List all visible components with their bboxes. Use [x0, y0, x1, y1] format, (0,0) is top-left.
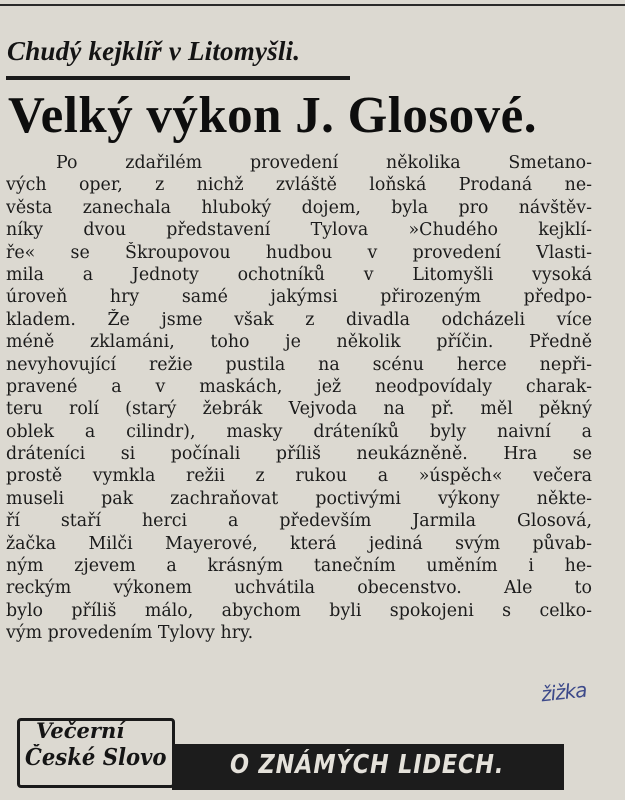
body-line: méně zklamáni, toho je několik příčin. Předně: [6, 332, 592, 353]
body-line: dráteníci si počínali příliš neukázněně. Hra se: [6, 444, 592, 465]
article-headline: Velký výkon J. Glosové.: [8, 87, 537, 144]
body-line: vých oper, z nichž zvláště loňská Prodaná ne-: [6, 175, 592, 196]
kicker-underline: [6, 76, 350, 80]
logo-line-2: České Slovo: [25, 744, 167, 771]
article-kicker: Chudý kejklíř v Litomyšli.: [7, 36, 301, 66]
body-line: reckým výkonem uchvátila obecenstvo. Ale to: [6, 578, 592, 599]
body-line: bylo příliš málo, abychom byli spokojeni s celko-: [6, 600, 592, 621]
article-body: [6, 152, 592, 645]
body-line: níky dvou představení Tylova »Chudého kejklí-: [6, 220, 592, 241]
body-line: teru rolí (starý žebrák Vejvoda na př. měl pěkný: [6, 399, 592, 420]
body-line: kladem. Že jsme však z divadla odcházeli více: [6, 309, 592, 330]
body-line: žačka Milči Mayerové, která jediná svým půvab-: [6, 533, 592, 554]
body-line: ře« se Škroupovou hudbou v provedení Vlasti-: [6, 242, 592, 263]
body-line: ří staří herci a především Jarmila Glosová,: [6, 511, 592, 532]
body-line: Po zdařilém provedení několika Smetano-: [56, 153, 592, 173]
body-line: mila a Jednoty ochotníků v Litomyšli vysoká: [6, 264, 592, 285]
body-line: oblek a cilindr), masky dráteníků byly naivní a: [6, 421, 592, 442]
logo-line-1: Večerní: [36, 718, 125, 743]
body-line: pravené a v maskách, jež neodpovídaly charak-: [6, 376, 592, 397]
handwritten-signature: žižka: [539, 677, 588, 707]
body-line: prostě vymkla režii z rukou a »úspěch« večera: [6, 466, 592, 487]
body-line: věsta zanechala hluboký dojem, byla pro návštěv-: [6, 197, 592, 218]
body-line: vým provedením Tylovy hry.: [6, 623, 254, 644]
column-title: O ZNÁMÝCH LIDECH.: [230, 750, 505, 780]
top-rule: [0, 4, 625, 6]
body-line: úroveň hry samé jakýmsi přirozeným předpo-: [6, 287, 592, 308]
body-line: museli pak zachraňovat poctivými výkony někte-: [6, 488, 592, 509]
body-line: nevyhovující režie pustila na scénu herce nepři-: [6, 354, 592, 375]
body-line: ným zjevem a krásným tanečním uměním i he-: [6, 556, 592, 577]
